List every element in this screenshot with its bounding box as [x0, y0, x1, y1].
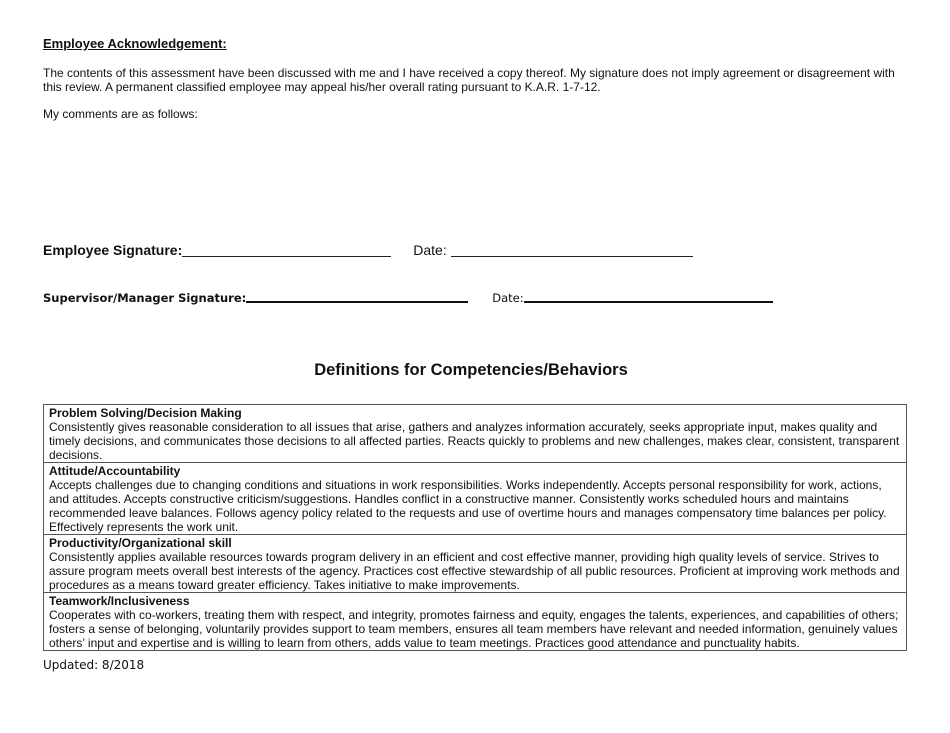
- supervisor-signature-line[interactable]: [246, 301, 468, 303]
- employee-signature-row: [43, 242, 693, 258]
- definition-description: Consistently gives reasonable consideration to all issues that arise, gathers and analyzes information accurately, seeks appropriate input, makes quality and timely decisions, and communicates those decisions to all affected parties. Reacts quickly to problems and new challenges, makes clear, consistent, transparent decisions.: [49, 420, 900, 462]
- supervisor-signature-row: [43, 291, 773, 305]
- definition-row: [44, 534, 906, 592]
- definition-description: Consistently applies available resources towards program delivery in an efficient and cost effective manner, providing high quality levels of service. Strives to assure program meets overall best interests of the agency. Practices cost effective stewardship of all public resources. Proficient at improving work methods and procedures as a means toward greater efficiency. Takes initiative to make improvements.: [49, 550, 900, 592]
- acknowledgement-text: The contents of this assessment have been discussed with me and I have received a copy thereof. My signature does not imply agreement or disagreement with this review. A permanent classified employee may appeal his/her overall rating pursuant to K.A.R. 1-7-12.: [43, 66, 895, 94]
- definition-term: Attitude/Accountability: [49, 464, 181, 478]
- employee-signature-label: Employee Signature:: [43, 242, 183, 258]
- definition-description: Accepts challenges due to changing conditions and situations in work responsibilities. Works independently. Accepts personal responsibility for work, actions, and attitudes. Accepts constructive criticism/suggestions. Handles conflict in a constructive manner. Consistently works scheduled hours and maintains recommended leave balances. Follows agency policy related to the requests and use of overtime hours and manages compensatory time balances per policy. Effectively represents the work unit.: [49, 478, 887, 534]
- definition-term: Problem Solving/Decision Making: [49, 406, 242, 420]
- employee-date-label: Date:: [413, 242, 447, 258]
- definition-row: [44, 405, 906, 462]
- definition-term: Teamwork/Inclusiveness: [49, 594, 190, 608]
- employee-date-line[interactable]: [451, 256, 693, 257]
- comments-label: My comments are as follows:: [43, 107, 198, 121]
- definition-row: [44, 592, 906, 650]
- supervisor-signature-label: Supervisor/Manager Signature:: [43, 291, 247, 305]
- definition-row: [44, 462, 906, 534]
- updated-date: Updated: 8/2018: [43, 658, 145, 672]
- supervisor-date-line[interactable]: [524, 301, 773, 303]
- definitions-title: Definitions for Competencies/Behaviors: [314, 361, 628, 379]
- supervisor-date-label: Date:: [492, 291, 524, 305]
- employee-signature-line[interactable]: [182, 256, 391, 257]
- definition-term: Productivity/Organizational skill: [49, 536, 232, 550]
- definitions-table: [43, 404, 907, 651]
- definition-description: Cooperates with co-workers, treating them with respect, and integrity, promotes fairness and equity, engages the talents, experiences, and capabilities of others; fosters a sense of belonging, voluntarily provides support to team members, ensures all team members have relevant and needed information, genuinely values others’ input and expertise and is willing to learn from others, adds value to team meetings. Practices good attendance and punctuality habits.: [49, 608, 899, 650]
- acknowledgement-heading: Employee Acknowledgement:: [43, 36, 227, 51]
